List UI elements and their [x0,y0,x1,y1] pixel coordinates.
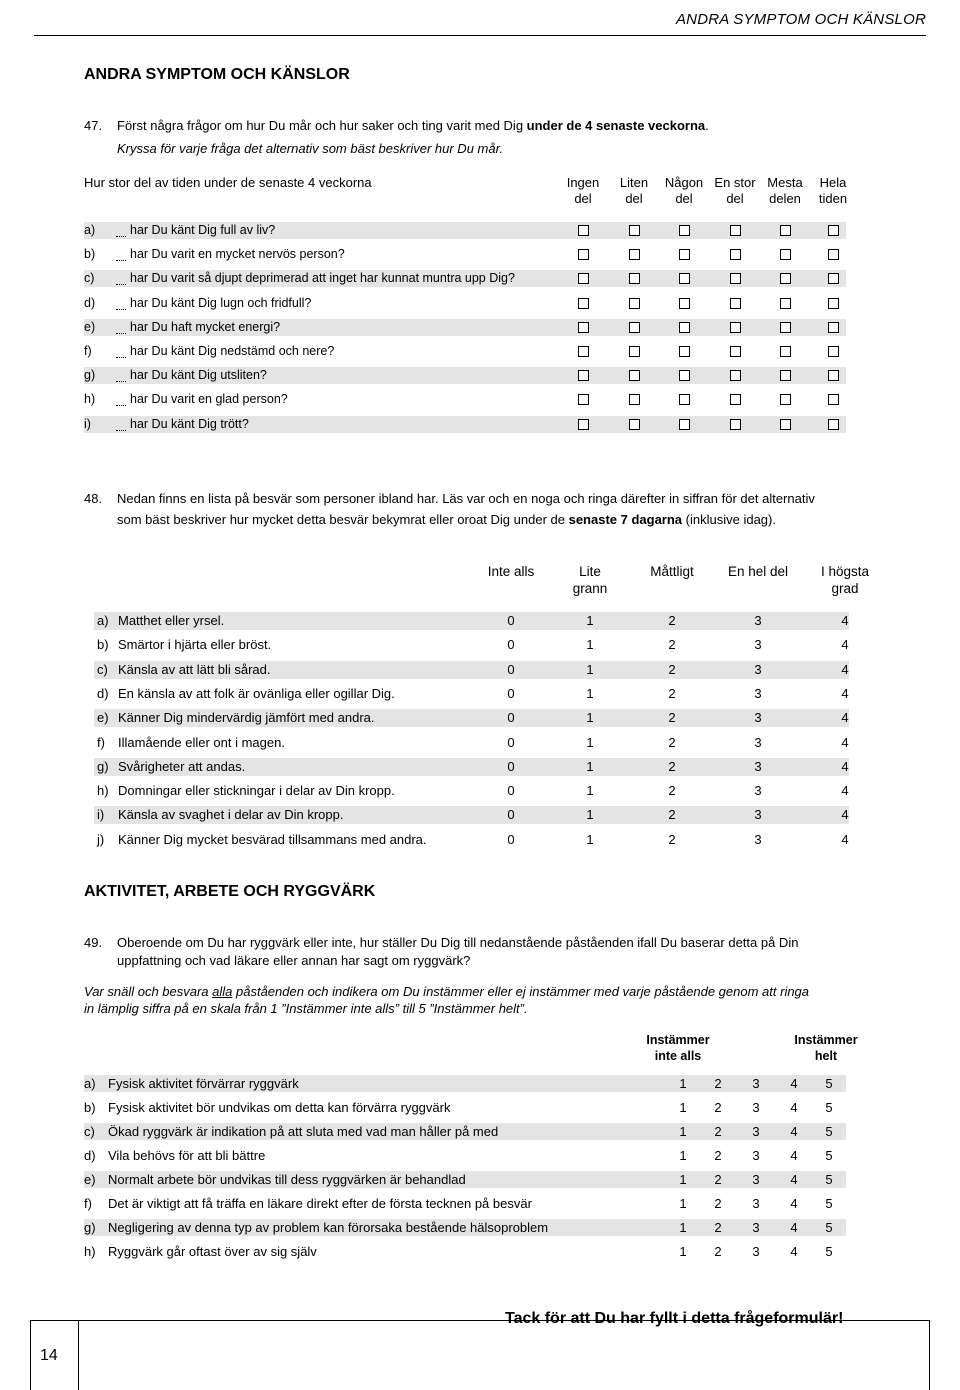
footer-frame-right [929,1320,930,1390]
q49-scale-option[interactable]: 3 [752,1124,760,1139]
q48-column-header [627,563,717,580]
q48-scale-option[interactable]: 0 [507,613,515,628]
q48-scale-option[interactable]: 4 [841,662,849,677]
q48-scale-option[interactable]: 4 [841,613,849,628]
q47-column-header-line1: Hela [819,175,847,190]
q48-scale-option[interactable]: 1 [586,637,594,652]
q48-column-header-line1: En hel del [727,564,789,579]
q48-scale-option[interactable]: 4 [841,783,849,798]
q47-answer-checkbox[interactable] [828,394,839,405]
q48-scale-option[interactable]: 1 [586,613,594,628]
q48-item-letter: j) [97,832,105,847]
q48-scale-option[interactable]: 2 [668,613,676,628]
q49-scale-option[interactable]: 1 [679,1124,687,1139]
q49-instr-underline: alla [212,984,233,999]
q48-item-letter: e) [97,710,109,725]
q47-answer-checkbox[interactable] [679,346,690,357]
q48-scale-option[interactable]: 0 [507,686,515,701]
q49-scale-option[interactable]: 2 [714,1076,722,1091]
q47-answer-checkbox[interactable] [828,322,839,333]
q49-instr-suffix: påståenden och indikera om Du instämmer eller ej instämmer med varje påstående genom att ringa [232,984,810,999]
q49-item-text: Fysisk aktivitet förvärrar ryggvärk [108,1076,299,1091]
q49-item-text: Normalt arbete bör undvikas till dess ryggvärken är behandlad [108,1172,466,1187]
q49-item-text: Vila behövs för att bli bättre [108,1148,266,1163]
q49-item-letter: g) [84,1220,96,1235]
q48-scale-option[interactable]: 2 [668,759,676,774]
q49-item-letter: c) [84,1124,95,1139]
q48-item-text: Matthet eller yrsel. [118,613,225,628]
section-title-symptoms: ANDRA SYMPTOM OCH KÄNSLOR [84,66,350,83]
q47-answer-checkbox[interactable] [780,346,791,357]
q47-answer-checkbox[interactable] [578,370,589,381]
q47-answer-checkbox[interactable] [780,370,791,381]
q49-col-right-l2: helt [814,1049,838,1063]
q47-answer-checkbox[interactable] [828,298,839,309]
q48-scale-option[interactable]: 0 [507,832,515,847]
q47-item-leader [116,223,126,237]
q47-answer-checkbox[interactable] [679,370,690,381]
q47-item-letter: b) [84,247,96,261]
q47-answer-checkbox[interactable] [679,419,690,430]
q47-answer-checkbox[interactable] [629,419,640,430]
q49-scale-option[interactable]: 4 [790,1148,798,1163]
q48-column-header-line2: grann [572,581,608,596]
q48-scale-option[interactable]: 0 [507,807,515,822]
q48-scale-option[interactable]: 0 [507,759,515,774]
q48-scale-option[interactable]: 0 [507,735,515,750]
q48-scale-option[interactable]: 1 [586,735,594,750]
q49-scale-option[interactable]: 3 [752,1100,760,1115]
q48-item-text: Smärtor i hjärta eller bröst. [118,637,272,652]
footer-frame-mid [78,1320,79,1390]
q48-scale-option[interactable]: 3 [754,710,762,725]
q48-column-header-line2: grad [831,581,859,596]
q48-scale-option[interactable]: 2 [668,783,676,798]
q48-scale-option[interactable]: 3 [754,662,762,677]
q49-col-left-l2: inte alls [654,1049,702,1063]
q49-number: 49. [84,935,103,950]
q47-item-text: har Du känt Dig lugn och fridfull? [130,296,312,310]
q47-answer-checkbox[interactable] [629,249,640,260]
q47-column-header-line1: En stor [714,175,756,190]
q49-item-letter: d) [84,1148,96,1163]
q47-answer-checkbox[interactable] [730,370,741,381]
q48-item-letter: d) [97,686,109,701]
thank-you-note: Tack för att Du har fyllt i detta frågeformulär! [505,1310,844,1327]
q48-line2-bold: senaste 7 dagarna [568,512,683,527]
q47-answer-checkbox[interactable] [578,298,589,309]
q49-scale-option[interactable]: 3 [752,1172,760,1187]
q47-answer-checkbox[interactable] [780,225,791,236]
q48-column-header [800,563,890,597]
q47-item-text: har Du varit så djupt deprimerad att inget har kunnat muntra upp Dig? [130,271,515,285]
q47-lead: Hur stor del av tiden under de senaste 4 veckorna [84,175,372,190]
q49-scale-option[interactable]: 5 [825,1100,833,1115]
q49-scale-option[interactable]: 3 [752,1148,760,1163]
q49-scale-option[interactable]: 4 [790,1244,798,1259]
q47-item-letter: d) [84,296,96,310]
q47-answer-checkbox[interactable] [679,394,690,405]
q47-answer-checkbox[interactable] [730,298,741,309]
page-number: 14 [40,1347,58,1364]
q49-instruction-1 [84,984,809,999]
q48-item-letter: f) [97,735,105,750]
q48-item-letter: c) [97,662,108,677]
q47-item-leader [116,392,126,406]
q47-column-header-line1: Mesta [767,175,803,190]
q47-answer-checkbox[interactable] [629,370,640,381]
q48-item-text: Illamående eller ont i magen. [118,735,285,750]
q49-item-letter: e) [84,1172,96,1187]
q49-scale-option[interactable]: 1 [679,1148,687,1163]
q49-scale-option[interactable]: 1 [679,1244,687,1259]
q48-column-header-line1: Lite [579,564,601,579]
q48-number: 48. [84,491,103,506]
q47-item-letter: e) [84,320,96,334]
q49-item-text: Fysisk aktivitet bör undvikas om detta kan förvärra ryggvärk [108,1100,451,1115]
q47-answer-checkbox[interactable] [730,322,741,333]
q47-answer-checkbox[interactable] [629,225,640,236]
q47-item-leader [116,417,126,431]
q47-item-letter: f) [84,344,92,358]
footer-rule [30,1320,930,1321]
q47-answer-checkbox[interactable] [730,419,741,430]
q48-line2 [117,512,776,527]
q47-answer-checkbox[interactable] [730,346,741,357]
q47-answer-checkbox[interactable] [578,249,589,260]
q48-column-header [545,563,635,597]
q47-answer-checkbox[interactable] [578,394,589,405]
footer-frame-left [30,1320,31,1390]
q49-scale-option[interactable]: 2 [714,1148,722,1163]
q48-scale-option[interactable]: 1 [586,710,594,725]
q47-answer-checkbox[interactable] [780,419,791,430]
q47-answer-checkbox[interactable] [578,273,589,284]
q47-column-header-line2: delen [769,191,801,206]
q48-line2-suffix: (inklusive idag). [682,512,776,527]
q49-scale-option[interactable]: 5 [825,1124,833,1139]
q47-item-letter: h) [84,392,96,406]
q49-scale-option[interactable]: 3 [752,1196,760,1211]
q48-column-header-line1: Inte alls [487,564,535,579]
q48-scale-option[interactable]: 2 [668,686,676,701]
q48-scale-option[interactable]: 3 [754,807,762,822]
q48-scale-option[interactable]: 3 [754,735,762,750]
q47-answer-checkbox[interactable] [730,394,741,405]
q49-item-letter: a) [84,1076,96,1091]
q48-scale-option[interactable]: 2 [668,807,676,822]
q47-item-text: har Du varit en mycket nervös person? [130,247,345,261]
q47-answer-checkbox[interactable] [780,322,791,333]
q48-item-text: Känner Dig mycket besvärad tillsammans med andra. [118,832,427,847]
q48-scale-option[interactable]: 2 [668,735,676,750]
q47-column-header-line2: del [726,191,744,206]
q49-line1: Oberoende om Du har ryggvärk eller inte, hur ställer Du Dig till nedanstående påståenden ifall Du baserar detta på Din [117,935,799,950]
q48-column-header-line1: Måttligt [650,564,694,579]
q48-scale-option[interactable]: 1 [586,759,594,774]
q47-item-text: har Du känt Dig nedstämd och nere? [130,344,335,358]
q47-answer-checkbox[interactable] [828,273,839,284]
q47-item-letter: c) [84,271,95,285]
q49-item-text: Ökad ryggvärk är indikation på att sluta med vad man håller på med [108,1124,499,1139]
q48-item-text: Känsla av att lätt bli sårad. [118,662,271,677]
q47-answer-checkbox[interactable] [679,298,690,309]
q49-instr-text: Var snäll och besvara [84,984,213,999]
q47-answer-checkbox[interactable] [828,370,839,381]
q48-scale-option[interactable]: 1 [586,832,594,847]
q49-item-text: Ryggvärk går oftast över av sig själv [108,1244,317,1259]
q47-answer-checkbox[interactable] [679,249,690,260]
q49-scale-option[interactable]: 5 [825,1076,833,1091]
q49-scale-option[interactable]: 4 [790,1124,798,1139]
q47-answer-checkbox[interactable] [679,322,690,333]
q48-scale-option[interactable]: 2 [668,662,676,677]
q48-column-header [713,563,803,580]
q47-answer-checkbox[interactable] [578,225,589,236]
section-title-activity: AKTIVITET, ARBETE OCH RYGGVÄRK [84,883,376,900]
q47-item-letter: i) [84,417,91,431]
q49-scale-option[interactable]: 1 [679,1076,687,1091]
q49-line2: uppfattning och vad läkare eller annan har sagt om ryggvärk? [117,953,471,968]
q47-answer-checkbox[interactable] [629,273,640,284]
q47-column-header-line1: Liten [619,175,649,190]
q48-item-letter: g) [97,759,109,774]
q49-scale-option[interactable]: 2 [714,1124,722,1139]
q48-scale-option[interactable]: 3 [754,783,762,798]
q49-scale-option[interactable]: 2 [714,1172,722,1187]
q47-instruction: Kryssa för varje fråga det alternativ som bäst beskriver hur Du mår. [117,141,504,156]
q47-column-header-line2: del [574,191,592,206]
q47-text: Först några frågor om hur Du mår och hur saker och ting varit med Dig [117,118,527,133]
q47-number: 47. [84,118,103,133]
q49-scale-option[interactable]: 2 [714,1196,722,1211]
q49-scale-option[interactable]: 3 [752,1076,760,1091]
q48-item-letter: i) [97,807,105,822]
q48-item-text: En känsla av att folk är ovänliga eller ogillar Dig. [118,686,395,701]
q49-scale-option[interactable]: 4 [790,1100,798,1115]
q48-scale-option[interactable]: 3 [754,637,762,652]
q47-answer-checkbox[interactable] [578,419,589,430]
q49-scale-option[interactable]: 1 [679,1100,687,1115]
q47-answer-checkbox[interactable] [629,394,640,405]
q49-col-right-header [776,1032,876,1064]
q48-item-text: Svårigheter att andas. [118,759,246,774]
q47-item-letter: g) [84,368,96,382]
q49-item-letter: f) [84,1196,92,1211]
q49-item-letter: h) [84,1244,96,1259]
q49-scale-option[interactable]: 5 [825,1196,833,1211]
q47-answer-checkbox[interactable] [629,346,640,357]
q47-answer-checkbox[interactable] [730,249,741,260]
q47-item-leader [116,320,126,334]
q47-item-text: har Du känt Dig utsliten? [130,368,267,382]
q47-question [117,118,709,133]
q48-column-header [466,563,556,580]
q48-scale-option[interactable]: 4 [841,759,849,774]
q47-answer-checkbox[interactable] [780,394,791,405]
q48-scale-option[interactable]: 4 [841,832,849,847]
q48-scale-option[interactable]: 4 [841,686,849,701]
q48-scale-option[interactable]: 0 [507,637,515,652]
q48-scale-option[interactable]: 4 [841,735,849,750]
q48-item-letter: h) [97,783,109,798]
q48-scale-option[interactable]: 1 [586,783,594,798]
q48-line2-text: som bäst beskriver hur mycket detta besvär bekymrat eller oroat Dig under de [117,512,569,527]
q49-scale-option[interactable]: 3 [752,1220,760,1235]
q49-scale-option[interactable]: 3 [752,1244,760,1259]
q48-scale-option[interactable]: 4 [841,637,849,652]
q48-item-text: Känsla av svaghet i delar av Din kropp. [118,807,344,822]
q47-item-leader [116,368,126,382]
q49-scale-option[interactable]: 4 [790,1196,798,1211]
q47-item-letter: a) [84,223,96,237]
q49-scale-option[interactable]: 2 [714,1244,722,1259]
q47-answer-checkbox[interactable] [780,249,791,260]
q47-answer-checkbox[interactable] [780,273,791,284]
q47-item-leader [116,247,126,261]
q47-answer-checkbox[interactable] [679,273,690,284]
q47-item-text: har Du känt Dig full av liv? [130,223,276,237]
q48-item-letter: b) [97,637,109,652]
q47-item-leader [116,344,126,358]
q48-line1: Nedan finns en lista på besvär som personer ibland har. Läs var och en noga och ringa därefter in siffran för det alternativ [117,491,815,506]
q47-item-leader [116,271,126,285]
q47-column-header-line2: del [625,191,643,206]
q49-scale-option[interactable]: 4 [790,1172,798,1187]
q48-scale-option[interactable]: 1 [586,807,594,822]
q49-item-letter: b) [84,1100,96,1115]
q47-answer-checkbox[interactable] [828,419,839,430]
q47-answer-checkbox[interactable] [780,298,791,309]
q47-column-header-line1: Någon [664,175,704,190]
q47-answer-checkbox[interactable] [578,346,589,357]
header-rule [34,35,926,36]
q48-scale-option[interactable]: 0 [507,662,515,677]
q48-scale-option[interactable]: 0 [507,783,515,798]
q47-text-suffix: . [705,118,709,133]
q49-col-right-l1: Instämmer [794,1033,858,1047]
q49-scale-option[interactable]: 1 [679,1220,687,1235]
q47-column-header-line1: Ingen [566,175,600,190]
q49-item-text: Det är viktigt att få träffa en läkare direkt efter de första tecknen på besvär [108,1196,532,1211]
q49-scale-option[interactable]: 4 [790,1220,798,1235]
q49-scale-option[interactable]: 5 [825,1172,833,1187]
q47-answer-checkbox[interactable] [578,322,589,333]
q47-column-header [803,175,863,207]
q48-scale-option[interactable]: 2 [668,832,676,847]
q48-scale-option[interactable]: 3 [754,832,762,847]
q47-column-header-line2: tiden [818,191,848,206]
q49-item-text: Negligering av denna typ av problem kan förorsaka bestående hälsoproblem [108,1220,549,1235]
q48-item-text: Domningar eller stickningar i delar av Din kropp. [118,783,395,798]
q49-scale-option[interactable]: 5 [825,1148,833,1163]
q48-scale-option[interactable]: 2 [668,637,676,652]
q47-answer-checkbox[interactable] [730,225,741,236]
q47-answer-checkbox[interactable] [828,346,839,357]
q47-item-leader [116,296,126,310]
q47-column-header-line2: del [675,191,693,206]
q49-scale-option[interactable]: 1 [679,1172,687,1187]
q47-answer-checkbox[interactable] [629,298,640,309]
q49-scale-option[interactable]: 1 [679,1196,687,1211]
q48-scale-option[interactable]: 1 [586,686,594,701]
q47-item-text: har Du varit en glad person? [130,392,288,406]
q47-answer-checkbox[interactable] [828,225,839,236]
q48-scale-option[interactable]: 4 [841,710,849,725]
q48-item-text: Känner Dig mindervärdig jämfört med andra. [118,710,375,725]
q49-col-left-header [628,1032,728,1064]
q49-col-left-l1: Instämmer [646,1033,710,1047]
q49-scale-option[interactable]: 5 [825,1220,833,1235]
q48-scale-option[interactable]: 3 [754,613,762,628]
q48-scale-option[interactable]: 4 [841,807,849,822]
q48-item-letter: a) [97,613,109,628]
q47-text-bold: under de 4 senaste veckorna [526,118,706,133]
q48-scale-option[interactable]: 0 [507,710,515,725]
q48-scale-option[interactable]: 2 [668,710,676,725]
q49-scale-option[interactable]: 5 [825,1244,833,1259]
q48-scale-option[interactable]: 3 [754,686,762,701]
q49-scale-option[interactable]: 2 [714,1100,722,1115]
q49-scale-option[interactable]: 2 [714,1220,722,1235]
running-header: ANDRA SYMPTOM OCH KÄNSLOR [675,11,926,28]
q47-item-text: har Du haft mycket energi? [130,320,281,334]
q48-scale-option[interactable]: 3 [754,759,762,774]
q48-column-header-line1: I högsta [820,564,870,579]
q47-answer-checkbox[interactable] [679,225,690,236]
q47-answer-checkbox[interactable] [730,273,741,284]
q47-item-text: har Du känt Dig trött? [130,417,249,431]
q47-answer-checkbox[interactable] [629,322,640,333]
q47-answer-checkbox[interactable] [828,249,839,260]
q48-scale-option[interactable]: 1 [586,662,594,677]
q49-instruction-2: in lämplig siffra på en skala från 1 ”Instämmer inte alls” till 5 ”Instämmer helt”. [84,1001,528,1016]
q49-scale-option[interactable]: 4 [790,1076,798,1091]
